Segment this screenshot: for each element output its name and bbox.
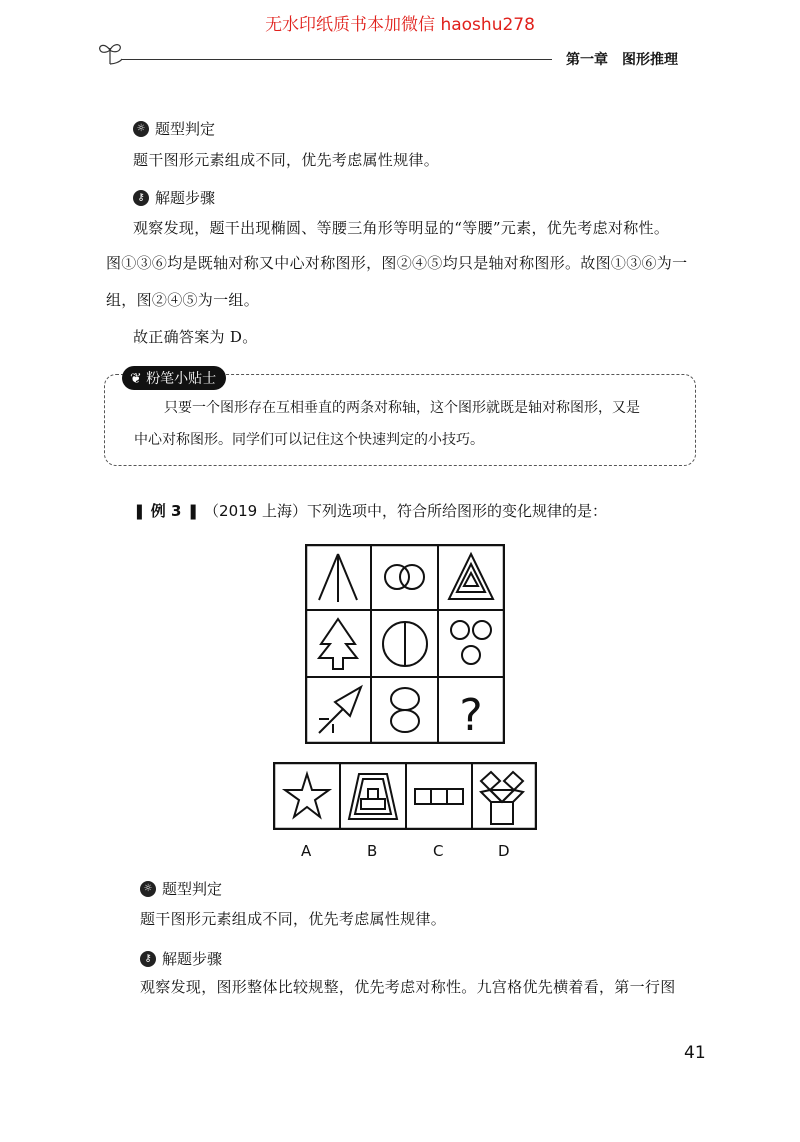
steps-line-1: 观察发现，题干出现椭圆、等腰三角形等明显的“等腰”元素，优先考虑对称性。 (133, 219, 670, 237)
section-type-title: 题型判定 (155, 120, 216, 138)
figure-6 (451, 621, 491, 664)
option-label-b: B (367, 842, 378, 860)
section-type-heading (133, 118, 215, 139)
puzzle-grid (305, 544, 505, 744)
option-d-pythagoras (481, 772, 523, 824)
answer-text: 故正确答案为 D。 (133, 328, 258, 346)
figure-5 (383, 622, 427, 666)
answer-options (273, 762, 537, 830)
section-steps-heading (133, 187, 215, 208)
question-mark: ? (459, 690, 483, 741)
section2-steps-title: 解题步骤 (162, 950, 223, 968)
key-icon: ⚷ (140, 951, 156, 967)
figure-7 (319, 687, 361, 733)
steps-line-2: 图①③⑥均是既轴对称又中心对称图形，图②④⑤均只是轴对称图形。故图①③⑥为一 (106, 254, 688, 272)
section2-steps-line: 观察发现，图形整体比较规整，优先考虑对称性。九宫格优先横着看，第一行图 (140, 978, 676, 996)
figure-3 (449, 554, 493, 599)
key-icon: ⚷ (133, 190, 149, 206)
section-steps-title: 解题步骤 (155, 189, 216, 207)
option-a-star (285, 774, 329, 817)
tip-label-text: 粉笔小贴士 (146, 371, 217, 387)
figure-2 (385, 565, 424, 589)
section2-type-text: 题干图形元素组成不同，优先考虑属性规律。 (140, 910, 447, 928)
tip-label (122, 366, 226, 390)
option-label-d: D (498, 842, 510, 860)
option-label-a: A (301, 842, 312, 860)
figure-4 (319, 619, 357, 669)
section2-steps-heading (140, 948, 222, 969)
example-heading (133, 500, 607, 521)
section-type-text: 题干图形元素组成不同，优先考虑属性规律。 (133, 151, 440, 169)
page-number: 41 (684, 1043, 706, 1063)
figure-8 (391, 688, 419, 732)
sprout-small-icon: ❦ (130, 371, 147, 387)
option-c-squares (415, 789, 463, 804)
sprout-icon (96, 40, 126, 66)
option-b-trapezoid (349, 774, 397, 819)
option-label-c: C (433, 842, 444, 860)
example-text: （2019 上海）下列选项中，符合所给图形的变化规律的是： (204, 502, 607, 520)
steps-line-3: 组，图②④⑤为一组。 (106, 291, 260, 309)
example-label: ❚ 例 3 ❚ (133, 502, 200, 520)
section2-type-title: 题型判定 (162, 880, 223, 898)
sun-icon: ☼ (140, 881, 156, 897)
tip-line-1: 只要一个图形存在互相垂直的两条对称轴，这个图形就既是轴对称图形，又是 (164, 400, 640, 416)
section2-type-heading (140, 878, 222, 899)
watermark-text: 无水印纸质书本加微信 haoshu278 (265, 15, 535, 35)
tip-line-2: 中心对称图形。同学们可以记住这个快速判定的小技巧。 (134, 432, 484, 448)
header-rule (122, 59, 552, 60)
chapter-title: 第一章 图形推理 (566, 52, 678, 68)
figure-1 (319, 554, 357, 602)
sun-icon: ☼ (133, 121, 149, 137)
